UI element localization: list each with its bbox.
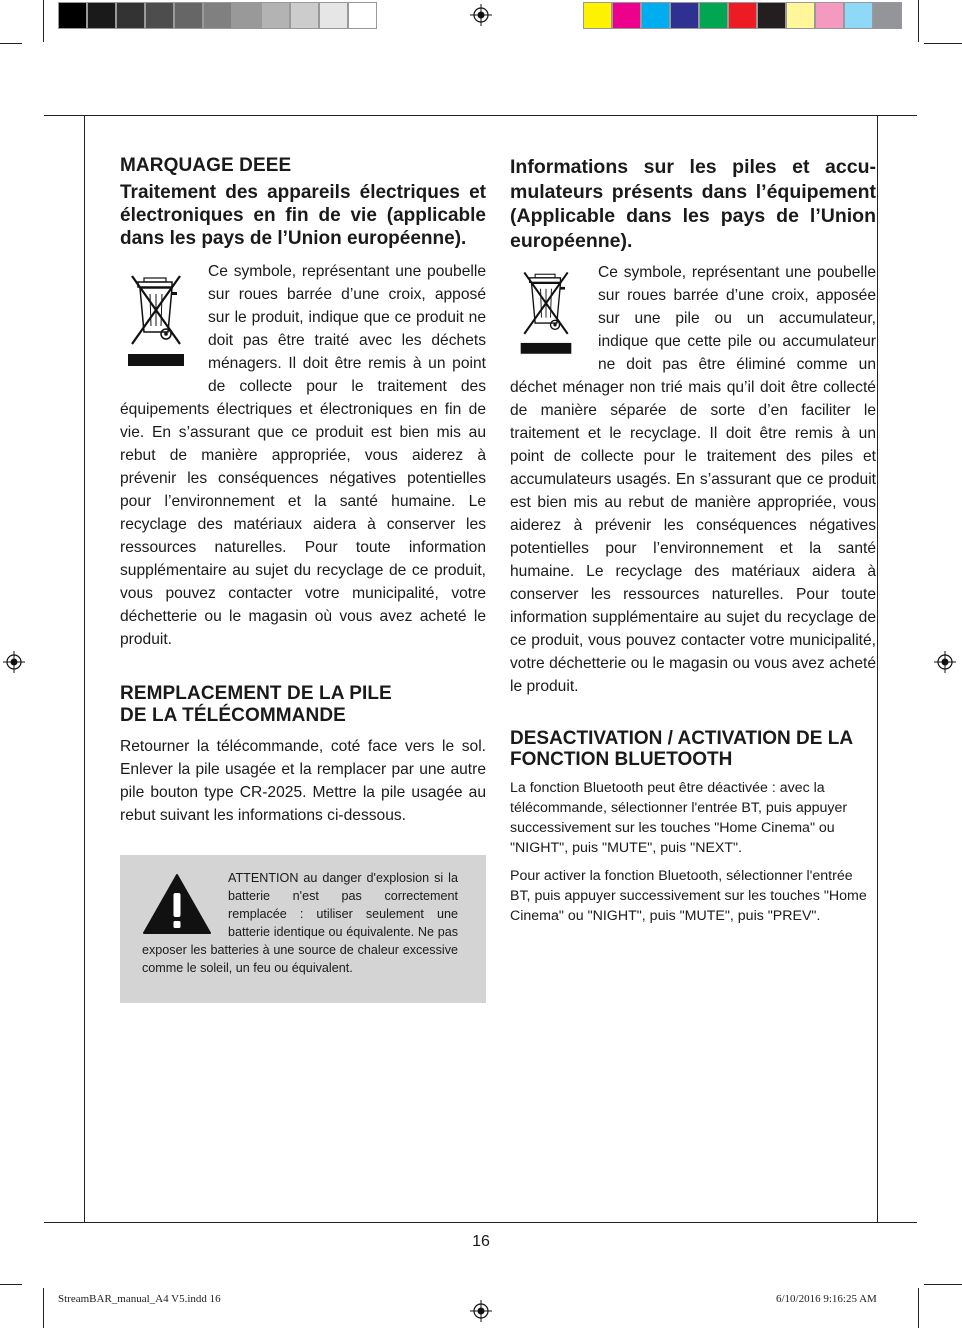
crop-mark <box>918 0 919 42</box>
crop-mark <box>918 1288 919 1328</box>
battery-replacement-title-line2: DE LA TÉLÉCOMMANDE <box>120 705 346 726</box>
registration-mark-icon <box>3 651 25 673</box>
color-swatch <box>641 2 670 29</box>
battery-replacement-title-line1: REMPLACEMENT DE LA PILE <box>120 683 392 704</box>
bluetooth-title: DESACTIVATION / ACTIVATION DE LA FONCTION BLUETOOTH <box>510 728 853 770</box>
color-swatch <box>873 2 902 29</box>
color-swatch <box>58 2 87 29</box>
registration-mark-icon <box>470 1300 492 1322</box>
color-swatch <box>232 2 261 29</box>
color-swatch <box>757 2 786 29</box>
color-swatch <box>583 2 612 29</box>
crop-mark <box>924 43 962 44</box>
color-swatch <box>612 2 641 29</box>
registration-mark-icon <box>470 4 492 26</box>
registration-mark-icon <box>934 651 956 673</box>
color-swatch <box>319 2 348 29</box>
crossed-out-wheelie-bin-icon <box>120 270 192 374</box>
warning-box <box>120 855 486 1003</box>
bluetooth-activate-text: Pour activer la fonction Bluetooth, sélectionner l'entrée BT, puis appuyer successivement sur les touches "Home Cinema" ou "NIGHT", puis "MUTE", puis "PREV". <box>510 868 867 924</box>
color-swatch <box>174 2 203 29</box>
crossed-out-wheelie-bin-icon <box>510 267 582 361</box>
footer-timestamp: 6/10/2016 9:16:25 AM <box>776 1293 877 1305</box>
color-swatch <box>116 2 145 29</box>
color-swatch <box>290 2 319 29</box>
color-swatch <box>786 2 815 29</box>
warning-text: ATTENTION au danger d'explosion si la batterie n'est pas correctement remplacée : utiliser seulement une batterie identique ou équivalente. Ne pas exposer les batteries à une source de chaleur excessive comme le soleil, un feu ou équivalent. <box>142 871 458 975</box>
color-swatch <box>348 2 377 29</box>
footer-file-name: StreamBAR_manual_A4 V5.indd 16 <box>58 1293 221 1305</box>
color-swatch <box>728 2 757 29</box>
crop-mark <box>43 0 44 42</box>
crop-mark <box>43 1288 44 1328</box>
weee-title: MARQUAGE DEEE <box>120 155 292 176</box>
crop-mark <box>0 43 22 44</box>
warning-triangle-icon <box>142 873 212 935</box>
color-swatch <box>670 2 699 29</box>
weee-subtitle: Traitement des appareils électriques et électroniques en fin de vie (applicable dans les pays de l’Union européenne). <box>120 182 486 249</box>
battery-replacement-body: Retourner la télécommande, coté face vers le sol. Enlever la pile usagée et la remplacer par une autre pile bouton type CR-2025. Mettre la pile usagée au rebut suivant les informations ci-dessous. <box>120 738 486 824</box>
left-column <box>120 155 486 1003</box>
color-swatch <box>699 2 728 29</box>
crop-mark <box>924 1284 962 1285</box>
color-swatch <box>261 2 290 29</box>
page-frame-left <box>84 115 85 1223</box>
color-swatch <box>815 2 844 29</box>
color-swatch <box>87 2 116 29</box>
right-column <box>510 155 876 926</box>
color-swatch <box>203 2 232 29</box>
color-swatch <box>145 2 174 29</box>
crop-mark <box>0 1284 22 1285</box>
page-frame-right <box>877 115 878 1223</box>
page-number: 16 <box>472 1233 490 1250</box>
battery-info-title: Informations sur les piles et accumulateurs présents dans l’équipement (Applicable dans les pays de l’Union européenne). <box>510 156 876 252</box>
page-frame-top <box>44 115 917 116</box>
bluetooth-deactivate-text: La fonction Bluetooth peut être déactivée : avec la télécommande, sélectionner l'entrée BT, puis appuyer successivement sur les touches "Home Cinema" ou "NIGHT", puis "MUTE", puis "NEXT". <box>510 780 848 856</box>
battery-info-body: Ce symbole, représentant une poubelle sur roues barrée d’une croix, apposée sur une pile ou un accumulateur, indique que cette pile ou accumulateur ne doit pas être éliminé comme un déchet ménager non trié mais qu’il doit être collecté de manière séparée de sorte d’en faciliter le traitement et le recyclage. Il doit être remis à un point de collecte pour le traitement des piles et accumulateurs usagés. En s’assurant que ce produit est bien mis au rebut de manière appropriée, vous aiderez à prévenir les conséquences négatives potentielles pour l’environnement et la santé humaine. Le recyclage des matériaux aidera à conserver les ressources naturelles. Pour toute information supplémentaire au sujet du recyclage de ce produit, vous pouvez contacter votre municipalité, votre déchetterie ou le magasin ou vous avez acheté le produit. <box>510 264 876 695</box>
weee-body: Ce symbole, représentant une poubelle sur roues barrée d’une croix, apposé sur le produit, indique que ce produit ne doit pas être traité avec les déchets ménagers. Il doit être remis à un point de collecte pour le traitement des équipements électriques et électroniques en fin de vie. En s’assurant que ce produit est bien mis au rebut de manière appropriée, vous aiderez à prévenir les conséquences négatives potentielles pour l’environnement et la santé humaine. Le recyclage des matériaux aidera à conserver les ressources naturelles. Pour toute information supplémentaire au sujet du recyclage de ce produit, vous pouvez contacter votre municipalité, votre déchetterie ou le magasin où vous avez acheté le produit. <box>120 263 486 648</box>
color-swatch <box>844 2 873 29</box>
page-frame-bottom <box>44 1222 917 1223</box>
